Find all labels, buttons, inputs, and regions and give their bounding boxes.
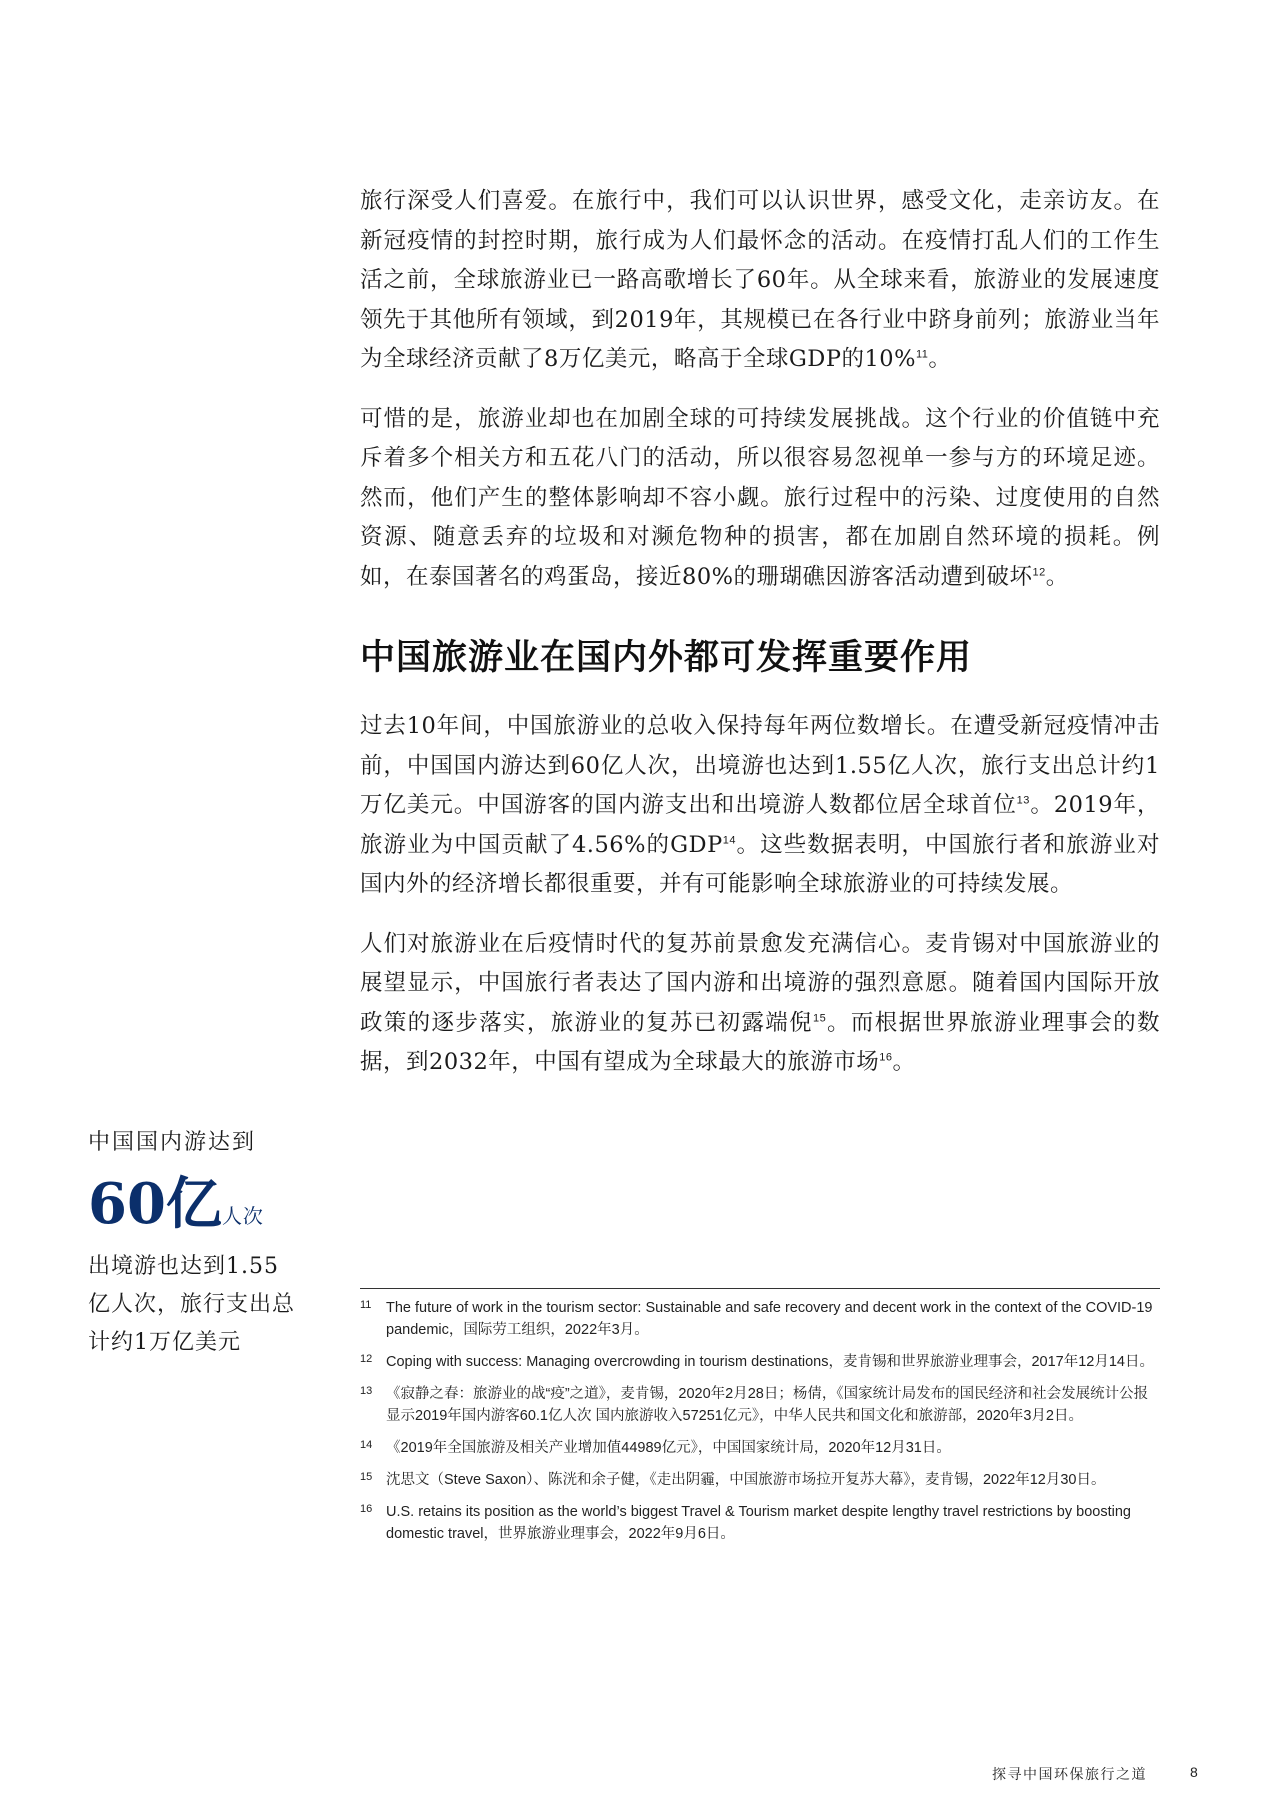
footnote-ref[interactable]: 14 — [722, 834, 736, 846]
footnote-item — [360, 1437, 1160, 1459]
callout-number-row — [88, 1171, 298, 1237]
body-paragraph — [360, 925, 1160, 1083]
callout-description: 出境游也达到1.55亿人次，旅行支出总计约1万亿美元 — [88, 1254, 296, 1355]
footnote-number: 14 — [360, 1439, 373, 1451]
paragraph-end: 。 — [1045, 563, 1069, 590]
footnote-item — [360, 1297, 1160, 1341]
paragraph-text: 可惜的是，旅游业却也在加剧全球的可持续发展挑战。这个行业的价值链中充斥着多个相关方和五花八门的活动，所以很容易忽视单一参与方的环境足迹。然而，他们产生的整体影响却不容小觑。旅行过程中的污染、过度使用的自然资源、随意丢弃的垃圾和对濒危物种的损害，都在加剧自然环境的损耗。例如，在泰国著名的鸡蛋岛，接近80%的珊瑚礁因游客活动遭到破坏 — [360, 405, 1160, 590]
footnote-number: 11 — [360, 1299, 372, 1311]
paragraph-text: 。这些数据表明，中国旅行者和旅游业对国内外的经济增长都很重要，并有可能影响全球旅游业的可持续发展。 — [360, 831, 1160, 897]
page-number: 8 — [1190, 1764, 1198, 1780]
paragraph-text: 。 — [892, 1049, 916, 1075]
paragraph-end: 。 — [928, 346, 952, 372]
footnote-ref[interactable]: 12 — [1032, 566, 1046, 578]
body-paragraph — [360, 400, 1160, 598]
callout-big-number: 60亿 — [88, 1171, 222, 1237]
stat-callout — [88, 1126, 298, 1362]
footnote-ref[interactable]: 16 — [879, 1051, 893, 1064]
footnote-item — [360, 1383, 1160, 1427]
paragraph-text: 。2019年，旅游业为中国贡献了4.56%的GDP — [360, 792, 1160, 858]
footnote-item — [360, 1469, 1160, 1491]
footnote-text: The future of work in the tourism sector: Sustainable and safe recovery and decent work in the context of the COVID-19 pandemic，国际劳工组织，2022年3月。 — [386, 1300, 1153, 1338]
paragraph-text: 。而根据世界旅游业理事会的数据，到2032年，中国有望成为全球最大的旅游市场 — [360, 1009, 1160, 1075]
footnote-number: 13 — [360, 1385, 373, 1397]
body-paragraph — [360, 182, 1160, 380]
callout-label: 中国国内游达到 — [88, 1130, 257, 1155]
footnote-text: 沈思文（Steve Saxon）、陈洸和余子健，《走出阴霾，中国旅游市场拉开复苏大幕》，麦肯锡，2022年12月30日。 — [386, 1472, 1106, 1488]
footnote-text: 《2019年全国旅游及相关产业增加值44989亿元》，中国国家统计局，2020年12月31日。 — [386, 1440, 951, 1456]
paragraph-text: 旅行深受人们喜爱。在旅行中，我们可以认识世界，感受文化，走亲访友。在新冠疫情的封控时期，旅行成为人们最怀念的活动。在疫情打乱人们的工作生活之前，全球旅游业已一路高歌增长了60年。从全球来看，旅游业的发展速度领先于其他所有领域，到2019年，其规模已在各行业中跻身前列；旅游业当年为全球经济贡献了8万亿美元，略高于全球GDP的10% — [360, 188, 1160, 372]
footnote-ref[interactable]: 11 — [915, 348, 929, 361]
footnotes — [360, 1288, 1160, 1555]
footnote-item — [360, 1351, 1160, 1373]
footnote-text: 《寂静之春：旅游业的战“疫”之道》，麦肯锡，2020年2月28日；杨倩，《国家统计局发布的国民经济和社会发展统计公报显示2019年国内游客60.1亿人次 国内旅游收入57251亿元》，中华人民共和国文化和旅游部，2020年3月2日。 — [386, 1386, 1149, 1424]
body-paragraph — [360, 707, 1160, 905]
footnote-number: 16 — [360, 1503, 373, 1515]
footnote-number: 15 — [360, 1471, 373, 1483]
footnote-text: U.S. retains its position as the world’s biggest Travel & Tourism market despite lengthy travel restrictions by boosting domestic travel，世界旅游业理事会，2022年9月6日。 — [386, 1504, 1131, 1542]
callout-unit: 人次 — [221, 1204, 264, 1228]
footer-title: 探寻中国环保旅行之道 — [992, 1767, 1147, 1783]
paragraph-text: 人们对旅游业在后疫情时代的复苏前景愈发充满信心。麦肯锡对中国旅游业的展望显示，中国旅行者表达了国内游和出境游的强烈意愿。随着国内国际开放政策的逐步落实，旅游业的复苏已初露端倪 — [360, 930, 1160, 1036]
footnote-item — [360, 1501, 1160, 1545]
footnote-number: 12 — [360, 1353, 373, 1365]
footnote-ref[interactable]: 13 — [1016, 794, 1030, 807]
main-content — [360, 182, 1160, 1103]
footnote-text: Coping with success: Managing overcrowding in tourism destinations，麦肯锡和世界旅游业理事会，2017年12月14日。 — [386, 1354, 1154, 1370]
section-heading: 中国旅游业在国内外都可发挥重要作用 — [360, 637, 973, 678]
paragraph-text: 过去10年间，中国旅游业的总收入保持每年两位数增长。在遭受新冠疫情冲击前，中国国内游达到60亿人次，出境游也达到1.55亿人次，旅行支出总计约1万亿美元。中国游客的国内游支出和出境游人数都位居全球首位 — [360, 713, 1160, 818]
footnote-ref[interactable]: 15 — [812, 1012, 827, 1024]
